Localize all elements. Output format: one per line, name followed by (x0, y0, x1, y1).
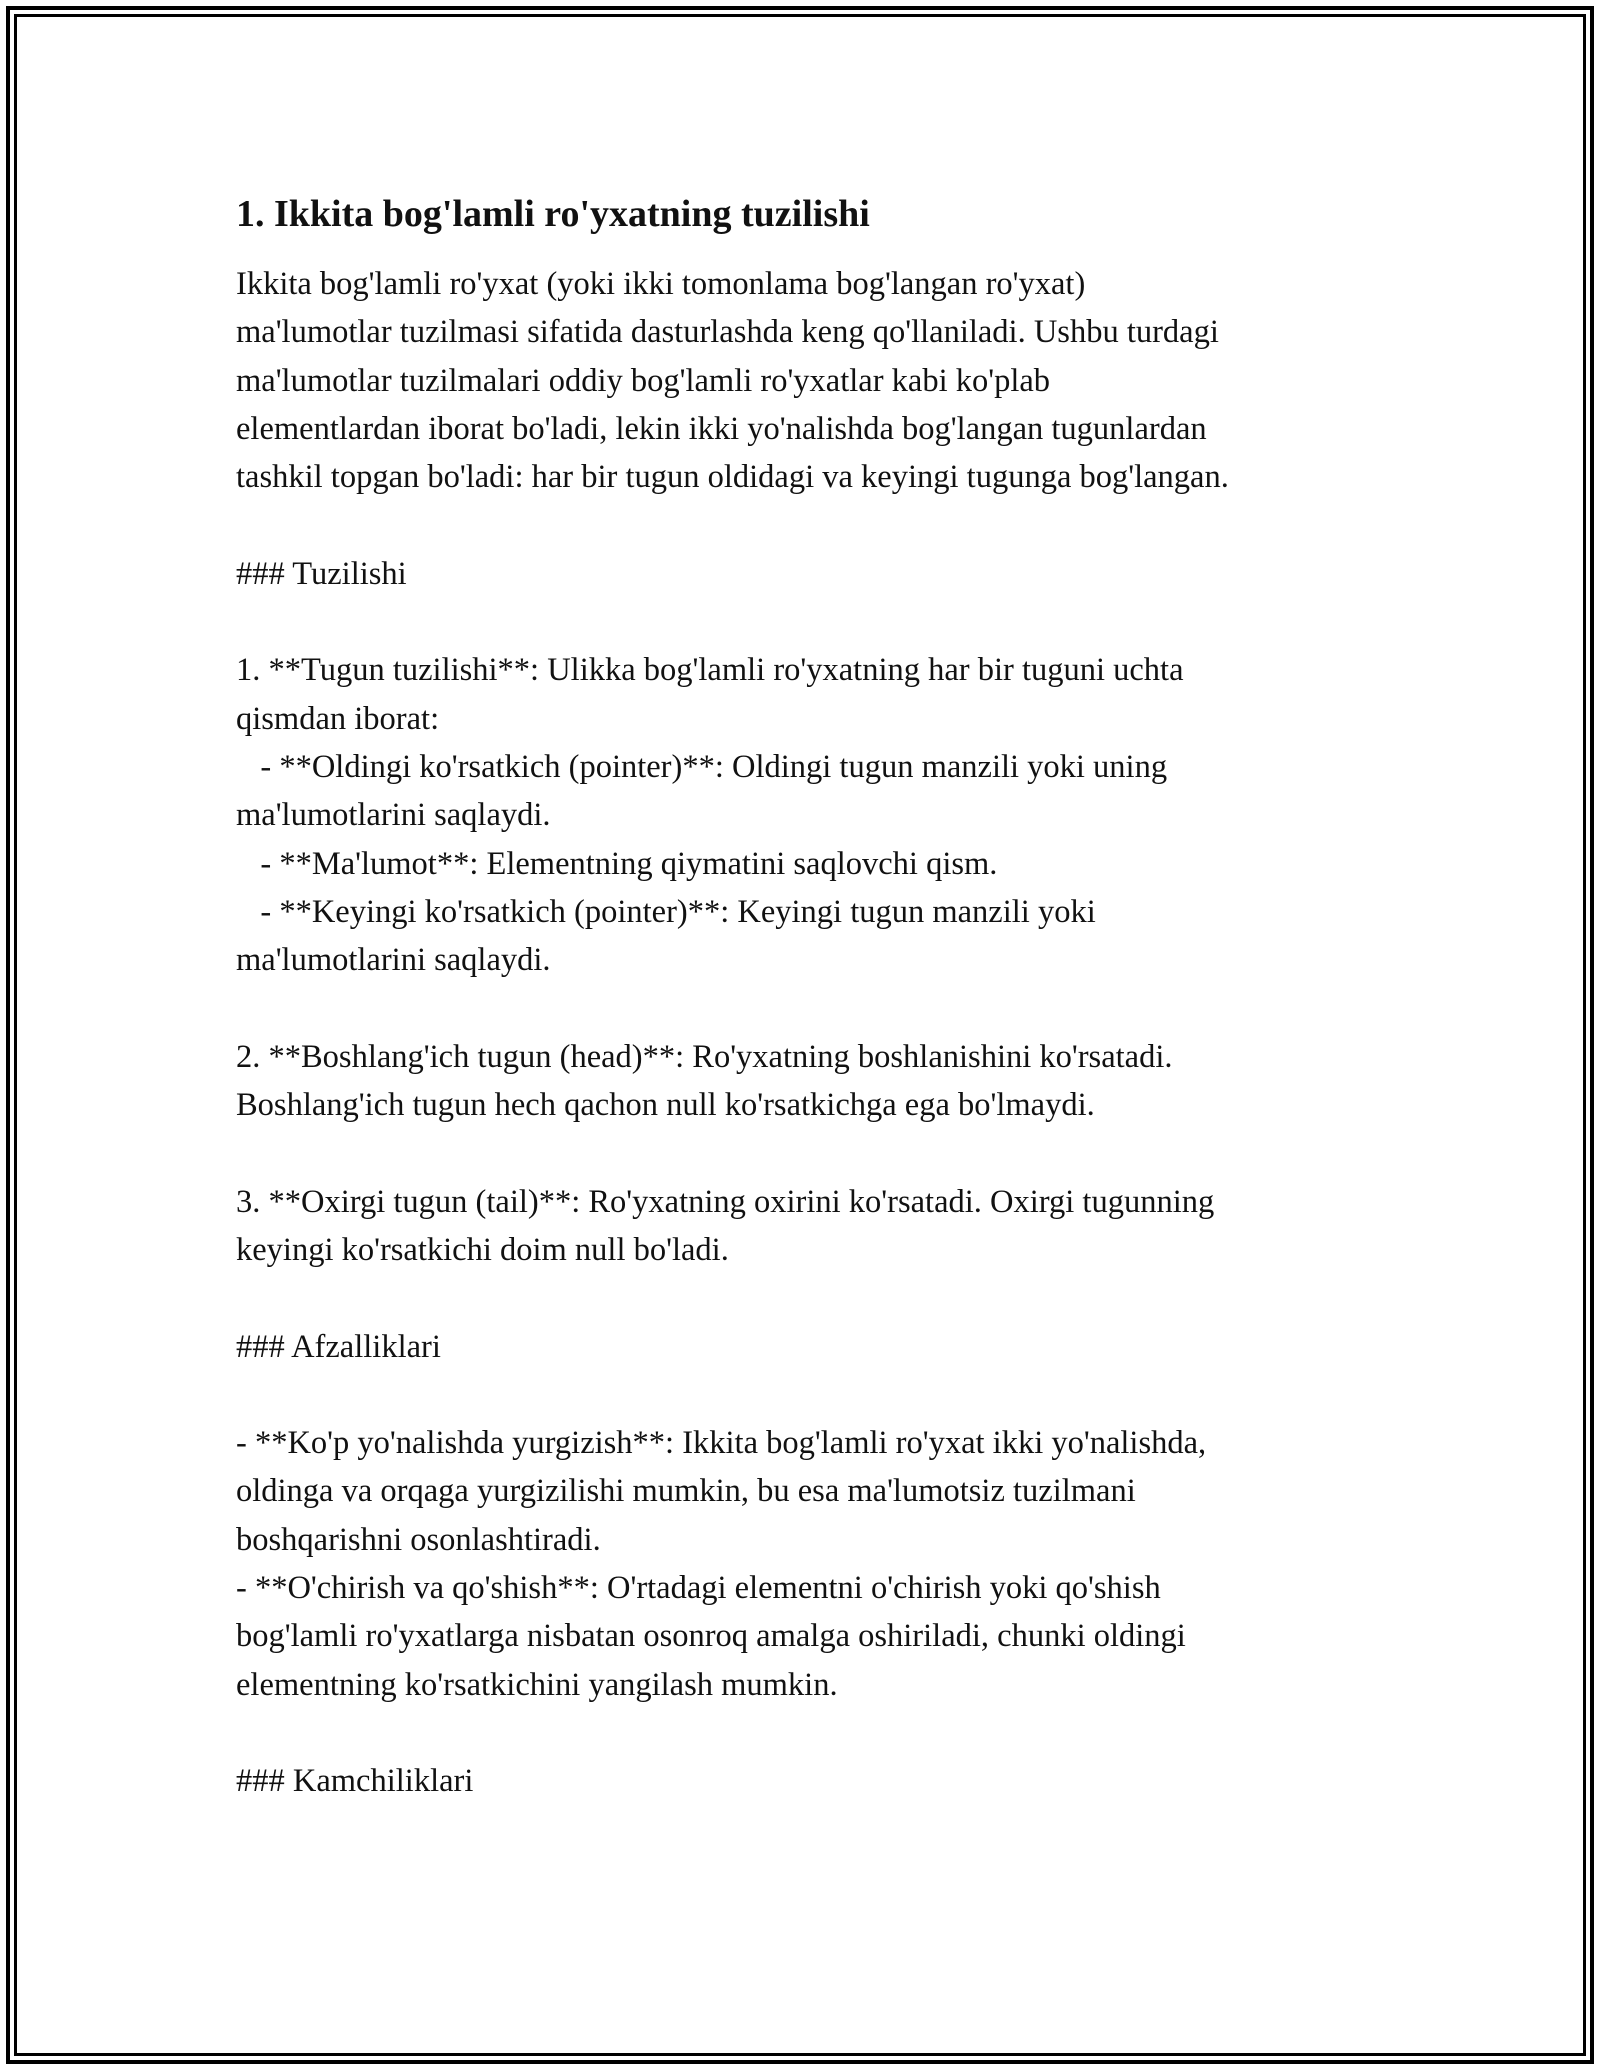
document-body: Ikkita bog'lamli ro'yxat (yoki ikki tomonlama bog'langan ro'yxat) ma'lumotlar tuzilmasi sifatida dasturlashda keng qo'llaniladi. Ushbu turdagi ma'lumotlar tuzilmalari oddiy bog'lamli ro'yxatlar kabi ko'plab elementlardan iborat bo'ladi, lekin ikki yo'nalishda bog'langan tugunlardan tashkil topgan bo'ladi: har bir tugun oldidagi va keyingi tugunga bog'langan. ### Tuzilishi 1. **Tugun tuzilishi**: Ulikka bog'lamli ro'yxatning har bir tuguni uchta qismdan iborat: - **Oldingi ko'rsatkich (pointer)**: Oldingi tugun manzili yoki uning ma'lumotlarini saqlaydi. - **Ma'lumot**: Elementning qiymatini saqlovchi qism. - **Keyingi ko'rsatkich (pointer)**: Keyingi tugun manzili yoki ma'lumotlarini saqlaydi. 2. **Boshlang'ich tugun (head)**: Ro'yxatning boshlanishini ko'rsatadi. Boshlang'ich tugun hech qachon null ko'rsatkichga ega bo'lmaydi. 3. **Oxirgi tugun (tail)**: Ro'yxatning oxirini ko'rsatadi. Oxirgi tugunning keyingi ko'rsatkichi doim null bo'ladi. ### Afzalliklari - **Ko'p yo'nalishda yurgizish**: Ikkita bog'lamli ro'yxat ikki yo'nalishda, oldinga va orqaga yurgizilishi mumkin, bu esa ma'lumotsiz tuzilmani boshqarishni osonlashtiradi. - **O'chirish va qo'shish**: O'rtadagi elementni o'chirish yoki qo'shish bog'lamli ro'yxatlarga nisbatan osonroq amalga oshiriladi, chunki oldingi elementning ko'rsatkichini yangilash mumkin. ### Kamchiliklari (236, 266, 1229, 1800)
document-content (236, 190, 1366, 1806)
document-title: 1. Ikkita bog'lamli ro'yxatning tuzilishi (236, 193, 870, 235)
